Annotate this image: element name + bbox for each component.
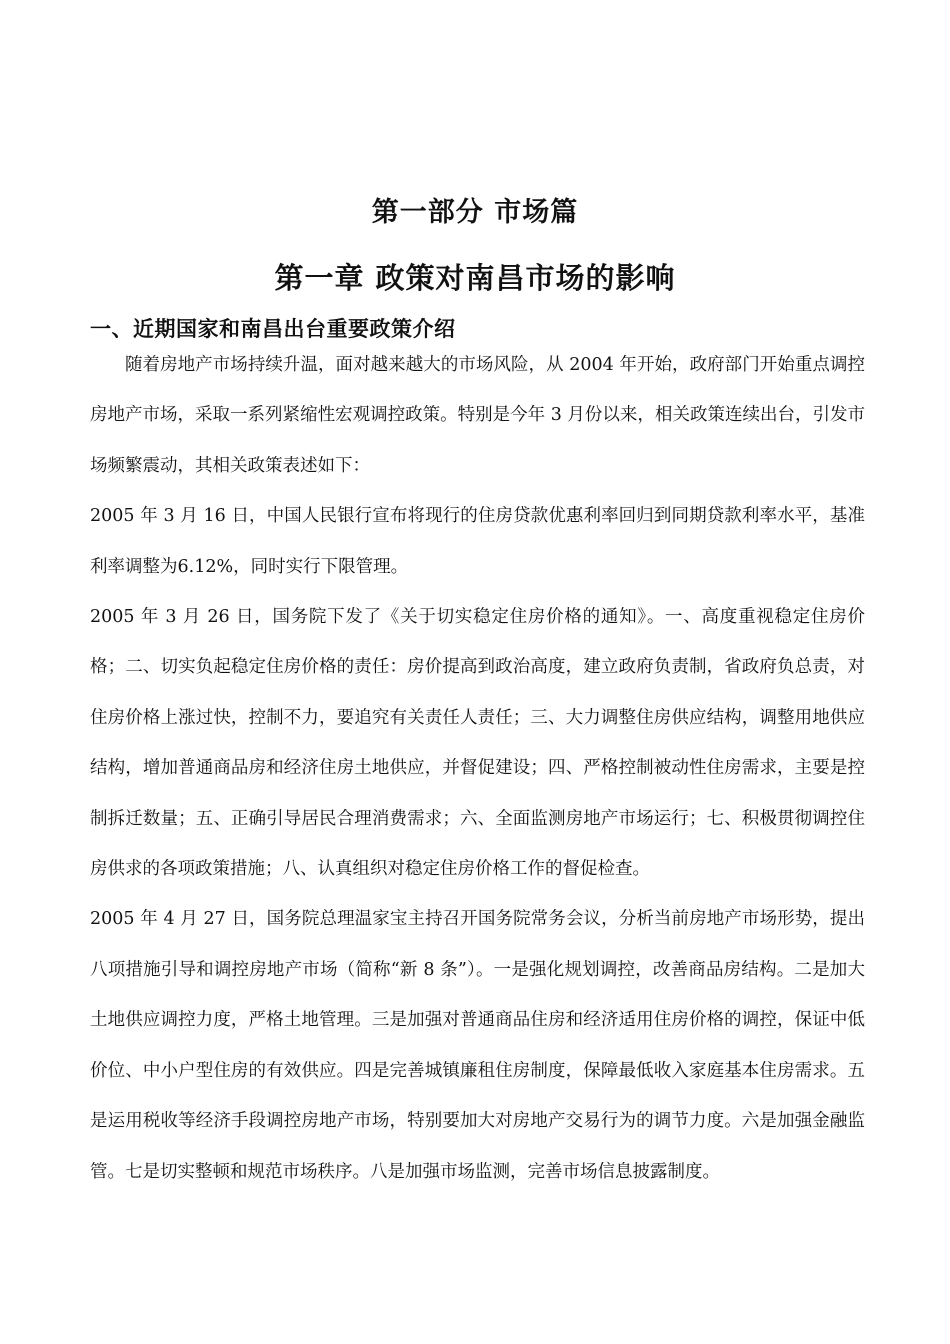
paragraph-intro: 随着房地产市场持续升温，面对越来越大的市场风险，从 2004 年开始，政府部门开始重点调控房地产市场，采取一系列紧缩性宏观调控政策。特别是今年 3 月份以来，相关政策连续出台，引发市场频繁震动，其相关政策表述如下： <box>90 355 865 476</box>
part-title: 第一部分 市场篇 <box>371 197 579 228</box>
paragraph-march-26: 2005 年 3 月 26 日，国务院下发了《关于切实稳定住房价格的通知》。一、高度重视稳定住房价格；二、切实负起稳定住房价格的责任：房价提高到政治高度，建立政府负责制，省政府负总责，对住房价格上涨过快，控制不力，要追究有关责任人责任；三、大力调整住房供应结构，调整用地供应结构，增加普通商品房和经济住房土地供应，并督促建设；四、严格控制被动性住房需求，主要是控制拆迁数量；五、正确引导居民合理消费需求；六、全面监测房地产市场运行；七、积极贯彻调控住房供求的各项政策措施；八、认真组织对稳定住房价格工作的督促检查。 <box>90 607 865 880</box>
chapter-title: 第一章 政策对南昌市场的影响 <box>274 261 676 295</box>
body-text <box>90 340 865 1197</box>
paragraph-march-16: 2005 年 3 月 16 日，中国人民银行宣布将现行的住房贷款优惠利率回归到同期贷款利率水平，基准利率调整为6.12%，同时实行下限管理。 <box>90 506 865 577</box>
paragraph-april-27: 2005 年 4 月 27 日，国务院总理温家宝主持召开国务院常务会议，分析当前房地产市场形势，提出八项措施引导和调控房地产市场（简称“新 8 条”）。一是强化规划调控，改善商品房结构。二是加大土地供应调控力度，严格土地管理。三是加强对普通商品住房和经济适用住房价格的调控，保证中低价位、中小户型住房的有效供应。四是完善城镇廉租住房制度，保障最低收入家庭基本住房需求。五是运用税收等经济手段调控房地产市场，特别要加大对房地产交易行为的调节力度。六是加强金融监管。七是切实整顿和规范市场秩序。八是加强市场监测，完善市场信息披露制度。 <box>90 909 865 1182</box>
section-title: 一、近期国家和南昌出台重要政策介绍 <box>90 316 456 341</box>
